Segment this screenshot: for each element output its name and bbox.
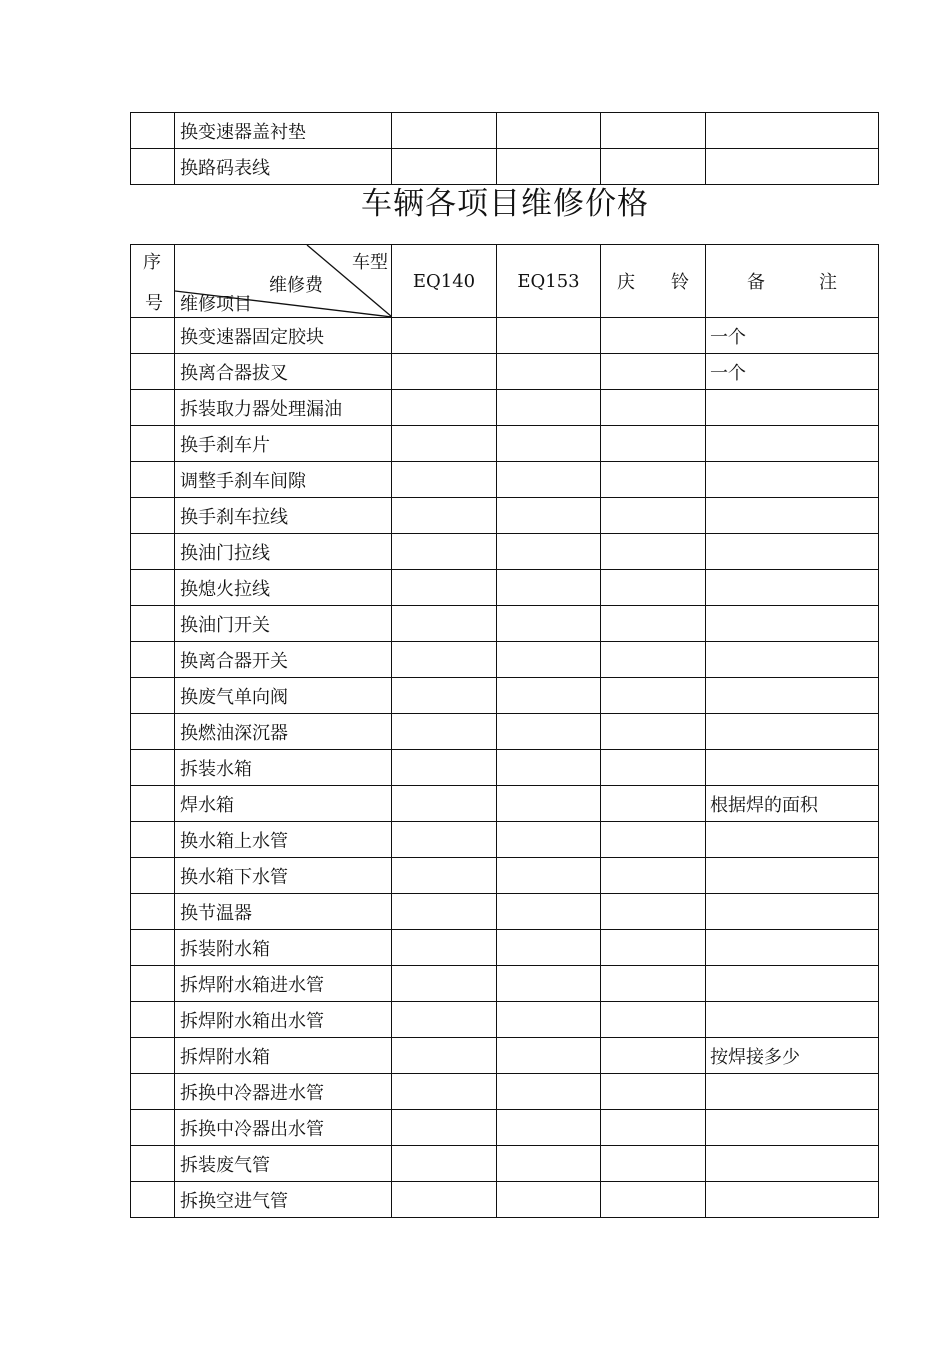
table-row	[131, 462, 879, 498]
price-qingling-cell	[601, 570, 706, 606]
note-cell	[706, 1182, 879, 1218]
item-name-cell: 换离合器拔叉	[175, 354, 392, 390]
price-qingling-cell	[601, 606, 706, 642]
table-row	[131, 498, 879, 534]
price-qingling-cell	[601, 714, 706, 750]
price-qingling-cell	[601, 750, 706, 786]
table-row	[131, 1038, 879, 1074]
header-car-type: 车型	[352, 252, 388, 273]
item-name-cell: 拆装水箱	[175, 750, 392, 786]
note-cell	[706, 930, 879, 966]
price-qingling-cell	[601, 930, 706, 966]
note-cell	[706, 113, 879, 149]
table-row	[131, 678, 879, 714]
price-qingling-cell	[601, 318, 706, 354]
note-cell	[706, 642, 879, 678]
item-name-cell: 换水箱下水管	[175, 858, 392, 894]
price-eq140-cell	[392, 714, 497, 750]
price-qingling-cell	[601, 534, 706, 570]
table-row	[131, 354, 879, 390]
seq-cell-empty	[131, 390, 175, 426]
note-cell	[706, 678, 879, 714]
price-eq153-cell	[497, 822, 601, 858]
price-eq153-cell	[497, 318, 601, 354]
price-eq140-cell	[392, 858, 497, 894]
table-row	[131, 390, 879, 426]
table-row	[131, 930, 879, 966]
table-row	[131, 318, 879, 354]
price-eq140-cell	[392, 426, 497, 462]
item-name-cell: 换手刹车片	[175, 426, 392, 462]
price-eq153-cell	[497, 462, 601, 498]
table-row	[131, 534, 879, 570]
price-eq153-cell	[497, 714, 601, 750]
table-row	[131, 822, 879, 858]
note-cell	[706, 1110, 879, 1146]
seq-cell-empty	[131, 498, 175, 534]
table-row	[131, 113, 879, 149]
price-eq153-cell	[497, 966, 601, 1002]
seq-cell-empty	[131, 750, 175, 786]
repair-price-table	[130, 244, 879, 1218]
item-name-cell: 拆焊附水箱出水管	[175, 1002, 392, 1038]
note-cell: 一个	[706, 318, 879, 354]
price-eq153-cell	[497, 1074, 601, 1110]
seq-cell-empty	[131, 318, 175, 354]
seq-cell-empty	[131, 462, 175, 498]
header-qingling: 庆 铃	[601, 245, 706, 318]
table-row	[131, 1182, 879, 1218]
table-row	[131, 606, 879, 642]
header-diagonal-cell	[175, 245, 392, 318]
price-eq140-cell	[392, 113, 497, 149]
item-name-cell: 拆焊附水箱进水管	[175, 966, 392, 1002]
price-eq153-cell	[497, 498, 601, 534]
top-continuation-table	[130, 112, 879, 185]
price-eq153-cell	[497, 930, 601, 966]
price-eq140-cell	[392, 786, 497, 822]
seq-cell-empty	[131, 822, 175, 858]
note-cell	[706, 462, 879, 498]
seq-cell-empty	[131, 642, 175, 678]
item-name-cell: 拆装取力器处理漏油	[175, 390, 392, 426]
price-eq140-cell	[392, 1074, 497, 1110]
seq-cell-empty	[131, 1182, 175, 1218]
table-row	[131, 1110, 879, 1146]
price-eq140-cell	[392, 354, 497, 390]
price-eq153-cell	[497, 426, 601, 462]
price-eq140-cell	[392, 318, 497, 354]
price-eq153-cell	[497, 354, 601, 390]
price-eq153-cell	[497, 534, 601, 570]
item-name-cell: 调整手刹车间隙	[175, 462, 392, 498]
table-row	[131, 894, 879, 930]
price-qingling-cell	[601, 678, 706, 714]
item-name-cell: 换废气单向阀	[175, 678, 392, 714]
note-cell	[706, 1074, 879, 1110]
header-eq153: EQ153	[497, 245, 601, 318]
seq-cell-empty	[131, 930, 175, 966]
note-cell: 一个	[706, 354, 879, 390]
table-row	[131, 966, 879, 1002]
price-eq140-cell	[392, 1110, 497, 1146]
table-row	[131, 1002, 879, 1038]
table-row	[131, 1146, 879, 1182]
price-qingling-cell	[601, 390, 706, 426]
price-qingling-cell	[601, 1074, 706, 1110]
price-eq153-cell	[497, 390, 601, 426]
price-eq140-cell	[392, 1182, 497, 1218]
seq-cell-empty	[131, 1038, 175, 1074]
table-row	[131, 858, 879, 894]
price-eq140-cell	[392, 822, 497, 858]
seq-cell-empty	[131, 606, 175, 642]
item-name-cell: 换水箱上水管	[175, 822, 392, 858]
item-name-cell: 焊水箱	[175, 786, 392, 822]
note-cell	[706, 390, 879, 426]
price-eq153-cell	[497, 678, 601, 714]
header-seq-top: 序	[143, 252, 161, 273]
price-eq153-cell	[497, 786, 601, 822]
seq-cell-empty	[131, 966, 175, 1002]
header-seq-cell	[131, 245, 175, 318]
price-qingling-cell	[601, 786, 706, 822]
note-cell	[706, 750, 879, 786]
price-qingling-cell	[601, 1110, 706, 1146]
note-cell	[706, 858, 879, 894]
header-eq140: EQ140	[392, 245, 497, 318]
item-name-cell: 换路码表线	[175, 149, 392, 185]
price-eq140-cell	[392, 966, 497, 1002]
price-eq153-cell	[497, 642, 601, 678]
item-name-cell: 拆换中冷器进水管	[175, 1074, 392, 1110]
note-cell	[706, 534, 879, 570]
seq-cell-empty	[131, 786, 175, 822]
price-qingling-cell	[601, 642, 706, 678]
note-cell: 根据焊的面积	[706, 786, 879, 822]
note-cell	[706, 894, 879, 930]
price-eq140-cell	[392, 1146, 497, 1182]
price-eq140-cell	[392, 678, 497, 714]
price-eq140-cell	[392, 534, 497, 570]
price-qingling-cell	[601, 1146, 706, 1182]
header-seq-bottom: 号	[145, 293, 163, 314]
price-eq140-cell	[392, 930, 497, 966]
header-repair-item: 维修项目	[180, 294, 252, 315]
header-repair-fee: 维修费	[269, 275, 323, 296]
price-eq153-cell	[497, 1182, 601, 1218]
price-qingling-cell	[601, 462, 706, 498]
price-eq153-cell	[497, 606, 601, 642]
price-eq153-cell	[497, 858, 601, 894]
note-cell	[706, 570, 879, 606]
seq-cell-empty	[131, 714, 175, 750]
note-cell	[706, 1146, 879, 1182]
item-name-cell: 换变速器盖衬垫	[175, 113, 392, 149]
note-cell: 按焊接多少	[706, 1038, 879, 1074]
price-eq153-cell	[497, 1002, 601, 1038]
price-eq153-cell	[497, 894, 601, 930]
item-name-cell: 换变速器固定胶块	[175, 318, 392, 354]
table-row	[131, 786, 879, 822]
item-name-cell: 拆焊附水箱	[175, 1038, 392, 1074]
table-row	[131, 1074, 879, 1110]
price-eq140-cell	[392, 390, 497, 426]
table-header-row	[131, 245, 879, 318]
seq-cell-empty	[131, 678, 175, 714]
price-eq153-cell	[497, 1038, 601, 1074]
price-qingling-cell	[601, 354, 706, 390]
note-cell	[706, 966, 879, 1002]
note-cell	[706, 822, 879, 858]
table-row	[131, 426, 879, 462]
price-qingling-cell	[601, 1038, 706, 1074]
price-eq140-cell	[392, 750, 497, 786]
item-name-cell: 换熄火拉线	[175, 570, 392, 606]
price-eq140-cell	[392, 1038, 497, 1074]
note-cell	[706, 1002, 879, 1038]
item-name-cell: 换油门拉线	[175, 534, 392, 570]
seq-cell-empty	[131, 894, 175, 930]
price-qingling-cell	[601, 426, 706, 462]
price-eq140-cell	[392, 498, 497, 534]
price-qingling-cell	[601, 894, 706, 930]
price-qingling-cell	[601, 113, 706, 149]
price-eq153-cell	[497, 1110, 601, 1146]
price-eq153-cell	[497, 1146, 601, 1182]
note-cell	[706, 426, 879, 462]
item-name-cell: 换离合器开关	[175, 642, 392, 678]
table-row	[131, 642, 879, 678]
seq-cell-empty	[131, 354, 175, 390]
item-name-cell: 拆换中冷器出水管	[175, 1110, 392, 1146]
price-qingling-cell	[601, 1002, 706, 1038]
price-eq140-cell	[392, 606, 497, 642]
table-row	[131, 570, 879, 606]
page-title: 车辆各项目维修价格	[361, 186, 649, 222]
seq-cell-empty	[131, 1146, 175, 1182]
seq-cell-empty	[131, 534, 175, 570]
item-name-cell: 换手刹车拉线	[175, 498, 392, 534]
seq-cell-empty	[131, 570, 175, 606]
seq-cell-empty	[131, 1074, 175, 1110]
price-qingling-cell	[601, 822, 706, 858]
price-eq140-cell	[392, 462, 497, 498]
item-name-cell: 换油门开关	[175, 606, 392, 642]
price-qingling-cell	[601, 858, 706, 894]
price-eq140-cell	[392, 642, 497, 678]
item-name-cell: 拆装附水箱	[175, 930, 392, 966]
item-name-cell: 换燃油深沉器	[175, 714, 392, 750]
item-name-cell: 拆换空进气管	[175, 1182, 392, 1218]
price-eq140-cell	[392, 1002, 497, 1038]
item-name-cell: 换节温器	[175, 894, 392, 930]
seq-cell-empty	[131, 1110, 175, 1146]
seq-cell-empty	[131, 426, 175, 462]
price-eq153-cell	[497, 570, 601, 606]
price-qingling-cell	[601, 498, 706, 534]
price-eq140-cell	[392, 570, 497, 606]
price-qingling-cell	[601, 1182, 706, 1218]
header-note: 备 注	[706, 245, 879, 318]
seq-cell-empty	[131, 858, 175, 894]
price-eq140-cell	[392, 894, 497, 930]
note-cell	[706, 498, 879, 534]
note-cell	[706, 714, 879, 750]
seq-cell-empty	[131, 113, 175, 149]
note-cell	[706, 606, 879, 642]
price-qingling-cell	[601, 966, 706, 1002]
table-row	[131, 750, 879, 786]
table-row	[131, 714, 879, 750]
price-eq153-cell	[497, 113, 601, 149]
price-eq153-cell	[497, 750, 601, 786]
seq-cell-empty	[131, 1002, 175, 1038]
item-name-cell: 拆装废气管	[175, 1146, 392, 1182]
